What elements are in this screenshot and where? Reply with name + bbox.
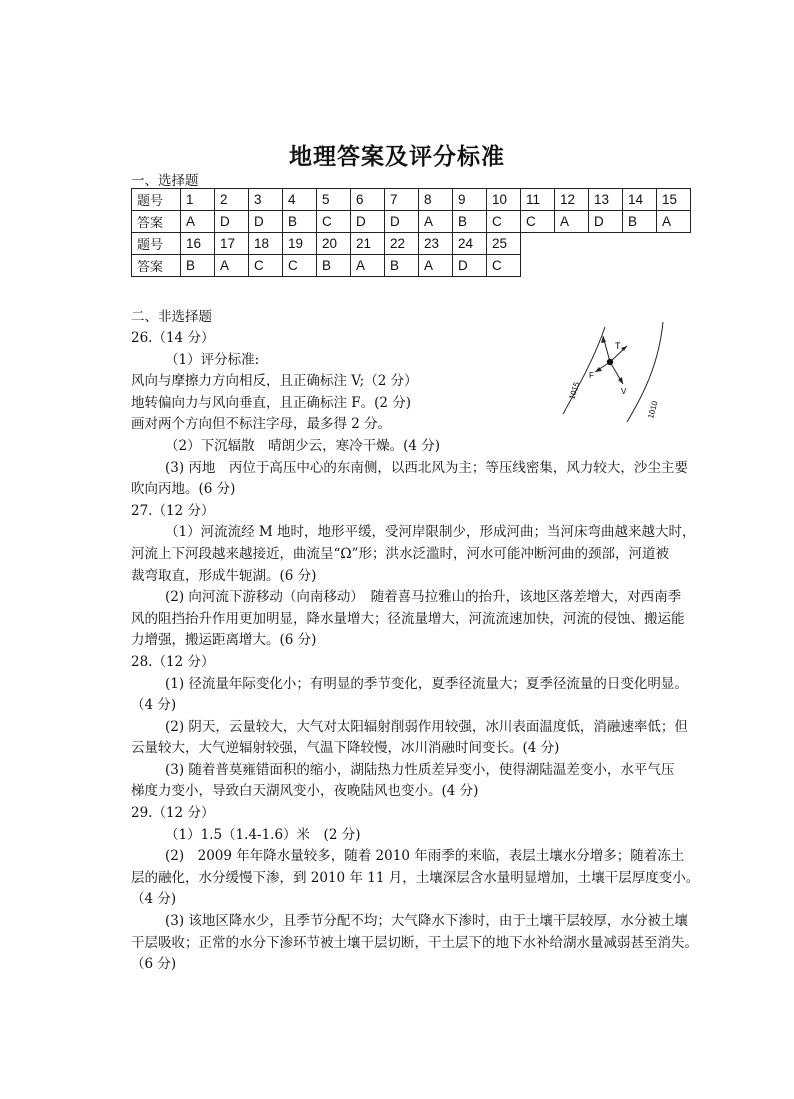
table-cell: 13 [589, 189, 623, 211]
answer-line: 地转偏向力与风向垂直，且正确标注 F。(2 分) [131, 394, 412, 411]
table-cell: D [215, 211, 249, 233]
table-cell: 11 [521, 189, 555, 211]
table-cell-head: 题号 [132, 233, 181, 255]
table-row [132, 233, 691, 255]
answer-line: （6 分) [131, 956, 177, 973]
answer-line: 层的融化，水分缓慢下渗，到 2010 年 11 月，土壤深层含水量明显增加，土壤干层厚度变小。 [131, 869, 700, 886]
table-cell: A [181, 211, 215, 233]
table-cell-head: 答案 [132, 211, 181, 233]
answer-line: （1）评分标准: [165, 351, 260, 368]
table-empty-area [521, 255, 691, 277]
table-cell: C [283, 255, 317, 277]
answer-line: （1）1.5（1.4-1.6）米 (2 分) [165, 826, 361, 843]
table-cell: 8 [419, 189, 453, 211]
table-cell: B [317, 255, 351, 277]
table-cell: C [487, 211, 521, 233]
answer-line: (2) 2009 年年降水量较多，随着 2010 年雨季的来临，表层土壤水分增多；随着冻土 [165, 848, 685, 865]
table-cell: 19 [283, 233, 317, 255]
table-cell-head: 题号 [132, 189, 181, 211]
table-empty-area [521, 233, 691, 255]
isobar-label-1010: 1010 [646, 399, 660, 420]
table-cell: 7 [385, 189, 419, 211]
table-cell: 21 [351, 233, 385, 255]
table-cell: 25 [487, 233, 521, 255]
question-heading: 28.（12 分） [131, 653, 215, 670]
table-cell: 6 [351, 189, 385, 211]
table-cell: 2 [215, 189, 249, 211]
table-cell: 20 [317, 233, 351, 255]
table-cell: B [385, 255, 419, 277]
table-cell: 3 [249, 189, 283, 211]
label-v: V [621, 387, 627, 396]
table-cell: B [453, 211, 487, 233]
table-cell: 23 [419, 233, 453, 255]
answer-line: (2) 向河流下游移动（向南移动） 随着喜马拉雅山的抬升，该地区落差增大，对西南季 [165, 589, 682, 606]
answer-line: 风向与摩擦力方向相反，且正确标注 V;（2 分） [131, 373, 418, 390]
table-cell: 22 [385, 233, 419, 255]
table-cell: 15 [657, 189, 691, 211]
table-cell: C [317, 211, 351, 233]
table-cell: B [181, 255, 215, 277]
table-cell: C [521, 211, 555, 233]
table-cell: A [419, 211, 453, 233]
answer-line: (2) 阴天，云量较大，大气对太阳辐射削弱作用较强，冰川表面温度低，消融速率低；但 [165, 718, 688, 735]
table-cell: 14 [623, 189, 657, 211]
table-cell: D [385, 211, 419, 233]
table-cell: 12 [555, 189, 589, 211]
answer-line: 风的阻挡抬升作用更加明显，降水量增大；径流量增大，河流流速加快，河流的侵蚀、搬运能 [131, 610, 685, 627]
table-cell: 16 [181, 233, 215, 255]
table-cell: C [487, 255, 521, 277]
page-title: 地理答案及评分标准 [289, 143, 505, 170]
table-cell: 5 [317, 189, 351, 211]
answer-line: 云量较大，大气逆辐射较强，气温下降较慢，冰川消融时间变长。(4 分) [131, 740, 560, 757]
question-heading: 27.（12 分） [131, 502, 215, 519]
table-cell: C [249, 255, 283, 277]
question-heading: 29.（12 分） [131, 805, 215, 822]
table-cell: A [419, 255, 453, 277]
answer-table [131, 188, 691, 277]
table-cell: B [623, 211, 657, 233]
table-cell: D [453, 255, 487, 277]
answer-line: 画对两个方向但不标注字母，最多得 2 分。 [131, 416, 392, 433]
table-cell: 4 [283, 189, 317, 211]
table-cell: 1 [181, 189, 215, 211]
table-cell: 17 [215, 233, 249, 255]
section-heading-nonchoice: 二、非选择题 [131, 309, 212, 325]
answer-line: （4 分) [131, 697, 177, 714]
answer-body [131, 328, 751, 976]
table-row [132, 211, 691, 233]
isobar-label-1015: 1015 [567, 380, 582, 401]
answer-line: （2）下沉辐散 晴朗少云，寒冷干燥。(4 分) [165, 437, 441, 454]
answer-line: 河流上下河段越来越接近，曲流呈“Ω”形；洪水泛滥时，河水可能冲断河曲的颈部，河道被 [131, 545, 669, 562]
table-cell: A [351, 255, 385, 277]
label-f: F [589, 371, 594, 380]
table-cell: 10 [487, 189, 521, 211]
table-cell: 24 [453, 233, 487, 255]
answer-line: 裁弯取直，形成牛轭湖。(6 分) [131, 567, 317, 584]
answer-line: （4 分) [131, 891, 177, 908]
answer-line: （1）河流流经 M 地时，地形平缓，受河岸限制少，形成河曲；当河床弯曲越来越大时， [165, 524, 696, 541]
answer-line: (3) 丙地 丙位于高压中心的东南侧，以西北风为主；等压线密集，风力较大，沙尘主要 [165, 459, 688, 476]
answer-line: 力增强，搬运距离增大。(6 分) [131, 632, 317, 649]
table-row [132, 189, 691, 211]
table-cell: 9 [453, 189, 487, 211]
table-cell: 18 [249, 233, 283, 255]
answer-line: 吹向丙地。(6 分) [131, 481, 236, 498]
answer-line: (3) 随着普莫雍错面积的缩小，湖陆热力性质差异变小，使得湖陆温差变小，水平气压 [165, 761, 675, 778]
table-cell: D [589, 211, 623, 233]
table-cell: D [351, 211, 385, 233]
table-row [132, 255, 691, 277]
table-cell: D [249, 211, 283, 233]
table-cell: B [283, 211, 317, 233]
table-cell-head: 答案 [132, 255, 181, 277]
table-cell: A [215, 255, 249, 277]
label-t: T [615, 341, 621, 351]
table-cell: A [555, 211, 589, 233]
section-heading-choice: 一、选择题 [131, 173, 199, 189]
answer-line: 干层吸收；正常的水分下渗环节被土壤干层切断，干土层下的地下水补给湖水量减弱甚至消失。 [131, 934, 698, 951]
question-heading: 26.（14 分） [131, 330, 215, 346]
answer-line: (3) 该地区降水少，且季节分配不均；大气降水下渗时，由于土壤干层较厚，水分被土壤 [165, 913, 688, 930]
table-cell: A [657, 211, 691, 233]
answer-line: 梯度力变小，导致白天湖风变小，夜晚陆风也变小。(4 分) [131, 783, 479, 800]
answer-line: (1) 径流量年际变化小；有明显的季节变化，夏季径流量大；夏季径流量的日变化明显。 [165, 675, 688, 692]
